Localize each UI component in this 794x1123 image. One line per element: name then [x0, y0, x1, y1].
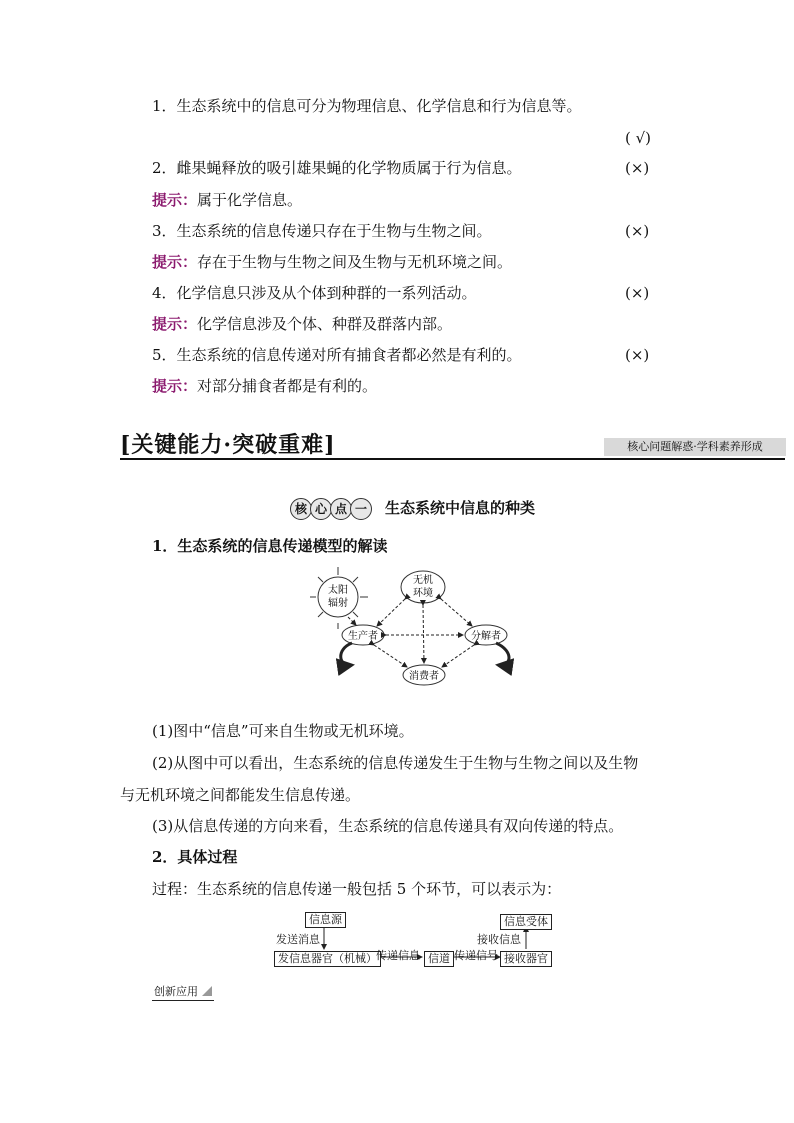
innovation-text: 创新应用: [154, 985, 198, 998]
hint-label: 提示：: [152, 191, 198, 209]
arrow-env-decomposer: [441, 599, 472, 626]
judgment-5-text: 5．生态系统的信息传递对所有捕食者都必然是有利的。: [152, 346, 522, 364]
transmit-signal-label: 传递信号: [454, 949, 498, 962]
corner-triangle-icon: [202, 986, 212, 996]
hint-text: 存在于生物与生物之间及生物与无机环境之间。: [197, 253, 513, 271]
judgment-1-text: 1．生态系统中的信息可分为物理信息、化学信息和行为信息等。: [152, 97, 582, 115]
arrow-decomposer-consumer: [442, 645, 474, 667]
send-message-label: 发送消息: [276, 933, 320, 946]
arrow-producer-consumer: [374, 645, 407, 667]
judgment-2-text: 2．雌果蝇释放的吸引雄果蝇的化学物质属于行为信息。: [152, 159, 522, 177]
badge-char: 点: [330, 498, 352, 520]
hint-2: [152, 190, 302, 210]
judgment-5-mark: (×): [625, 346, 650, 364]
arrow-env-consumer: [423, 605, 424, 663]
subsection-1-title: 1．生态系统的信息传递模型的解读: [152, 537, 388, 555]
core-point-badge: [290, 498, 370, 518]
judgment-4-text: 4．化学信息只涉及从个体到种群的一系列活动。: [152, 284, 477, 302]
process-intro: 过程：生态系统的信息传递一般包括 5 个环节，可以表示为：: [152, 880, 562, 898]
innovation-application-label: [152, 984, 214, 1001]
hint-label: 提示：: [152, 253, 198, 271]
producer-label: 生产者: [348, 631, 378, 642]
hint-4: [152, 314, 452, 334]
arrow-sun-producer: [348, 617, 356, 625]
sender-organ-box: 发信息器官（机械）: [274, 951, 381, 967]
badge-char: 一: [350, 498, 372, 520]
sun-label-1: 太阳: [328, 585, 348, 596]
receiver-organ-box: 接收器官: [500, 951, 552, 967]
hint-text: 属于化学信息。: [197, 191, 303, 209]
hint-3: [152, 252, 512, 272]
point-3: (3)从信息传递的方向来看，生态系统的信息传递具有双向传递的特点。: [152, 817, 624, 835]
judgment-4-mark: (×): [625, 284, 650, 302]
badge-char: 核: [290, 498, 312, 520]
judgment-2-mark: (×): [625, 159, 650, 177]
section-title: [关键能力·突破重难]: [120, 432, 336, 458]
decomposer-label: 分解者: [471, 631, 501, 642]
hint-text: 对部分捕食者都是有利的。: [197, 377, 378, 395]
hint-text: 化学信息涉及个体、种群及群落内部。: [197, 315, 453, 333]
channel-box: 信道: [424, 951, 454, 967]
section-tag: 核心问题解惑·学科素养形成: [604, 438, 786, 456]
sun-label-2: 辐射: [328, 598, 348, 609]
environment-label-1: 无机: [413, 575, 433, 586]
hint-5: [152, 376, 377, 396]
info-recipient-box: 信息受体: [500, 914, 552, 930]
badge-char: 心: [310, 498, 332, 520]
receive-info-label: 接收信息: [477, 933, 521, 946]
judgment-3-mark: (×): [625, 222, 650, 240]
decomposer-self-loop: [496, 643, 509, 665]
core-point-title: 生态系统中信息的种类: [385, 499, 536, 517]
transmit-info-label: 传递信息: [376, 949, 420, 962]
subsection-2-title: 2．具体过程: [152, 848, 238, 866]
info-transfer-model-diagram: [300, 565, 530, 690]
info-source-box: 信息源: [305, 912, 346, 928]
point-2-line-1: (2)从图中可以看出，生态系统的信息传递发生于生物与生物之间以及生物: [152, 754, 639, 772]
judgment-3-text: 3．生态系统的信息传递只存在于生物与生物之间。: [152, 222, 492, 240]
point-2-line-2: 与无机环境之间都能发生信息传递。: [120, 786, 361, 804]
judgment-1-mark: ( √): [625, 129, 652, 147]
environment-label-2: 环境: [413, 588, 433, 599]
hint-label: 提示：: [152, 377, 198, 395]
hint-label: 提示：: [152, 315, 198, 333]
point-1: (1)图中“信息”可来自生物或无机环境。: [152, 722, 414, 740]
section-divider: [120, 458, 785, 460]
producer-self-loop: [341, 643, 352, 665]
arrow-env-producer: [377, 599, 405, 626]
consumer-label: 消费者: [409, 671, 439, 682]
